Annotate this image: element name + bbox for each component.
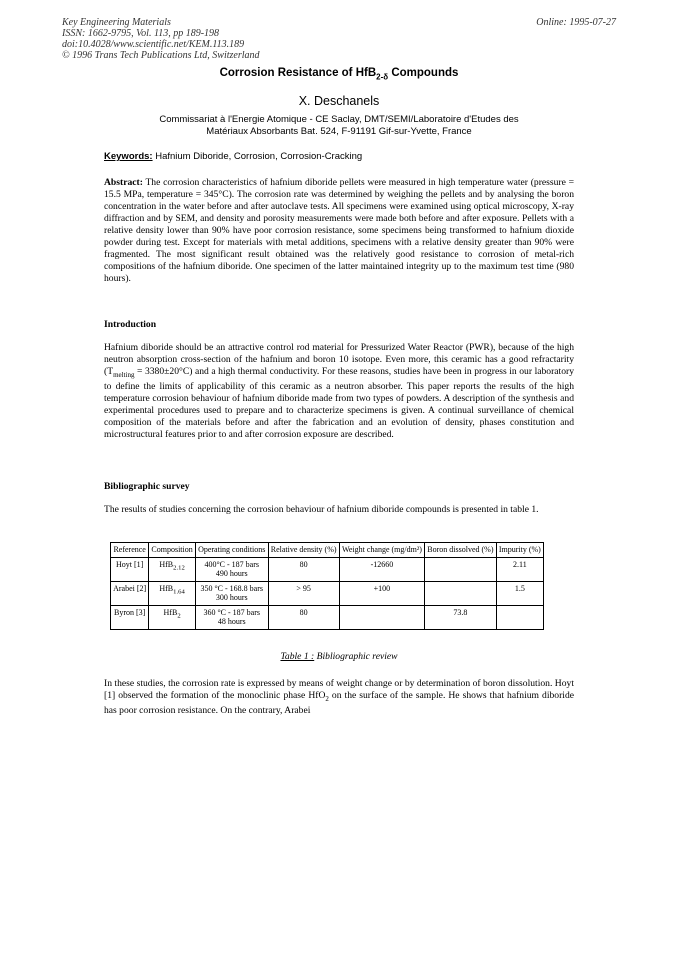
col-weight: Weight change (mg/dm²) (339, 543, 424, 558)
journal-name: Key Engineering Materials (62, 17, 171, 28)
introduction-heading: Introduction (104, 319, 157, 330)
copyright-line: © 1996 Trans Tech Publications Ltd, Switzerland (62, 50, 260, 61)
col-density: Relative density (%) (268, 543, 339, 558)
abstract-paragraph: Abstract: The corrosion characteristics of hafnium diboride pellets were measured in high temperature water (pressure = 15.5 MPa, temperature = 345°C). The corrosion rate was determined by weighing the pellets and by analysing the boron concentration in the water before and after autoclave tests. All specimens were examined using optical microscopy, X-ray diffraction and by SEM, and density and porosity measurements were made both before and after exposure. Pellets with a relative density lower than 90% have poor corrosion resistance, some specimens being transformed to hafnium dioxide powder during test. Except for materials with metal additions, specimens with a relative density greater than 90% were fragmented. The most significant result obtained was the relatively good resistance to corrosion of metal-rich compositions of the hafnium diboride. One specimen of the latter maintained integrity up to the maximum test time (980 hours). (104, 177, 574, 284)
table-header-row (111, 543, 544, 558)
col-boron: Boron dissolved (%) (425, 543, 497, 558)
table-caption: Table 1 : Bibliographic review (280, 651, 398, 662)
bibliographic-table (110, 542, 544, 630)
closing-paragraph: In these studies, the corrosion rate is expressed by means of weight change or by determination of boron dissolution. Hoyt [1] observed the formation of the monoclinic phase HfO$_2$ on the surface of the sample. He shows that hafnium diboride has poor corrosion resistance. On the contrary, Arabei (104, 678, 574, 716)
introduction-paragraph: Hafnium diboride should be an attractive control rod material for Pressurized Water Reactor (PWR), because of the high neutron absorption cross-section of the hafnium and boron 10 isotope. Even more, this ceramic has a good refractarity $(T_{melting} = 3380\pm 20^\circ C)$ and a high thermal conductivity. For these reasons, studies have been in progress in our laboratory to define the limits of applicability of this ceramic as a neutron absorber. This paper reports the results of the high temperature corrosion behaviour of hafnium diboride made from two types of powders. A description of the synthesis and experimental procedures used to prepare and to characterize specimens is given. A continual surveillance of chemical composition of the materials before and after the fabrication and an evolution of density, phases constitution and microstructural features prior to and after corrosion exposure are described. (104, 342, 574, 440)
journal-meta (62, 17, 260, 61)
keywords: Keywords: Hafnium Diboride, Corrosion, Corrosion-Cracking (104, 151, 363, 162)
col-impurity: Impurity (%) (496, 543, 543, 558)
issn-line: ISSN: 1662-9795, Vol. 113, pp 189-198 (62, 28, 220, 39)
col-composition: Composition (149, 543, 196, 558)
affiliation: Commissariat à l'Energie Atomique - CE Saclay, DMT/SEMI/Laboratoire d'Etudes des Matériaux Absorbants Bat. 524, F-91191 Gif-sur-Yvette, France (159, 114, 519, 137)
table-row: Arabei [2] HfB$_{1.64}$ 350 °C - 168.8 bars 300 hours > 95 +100 1.5 (111, 581, 544, 605)
author-name: X. Deschanels (298, 94, 380, 108)
online-date: Online: 1995-07-27 (536, 17, 616, 28)
biblio-heading: Bibliographic survey (104, 481, 190, 492)
col-reference: Reference (111, 543, 149, 558)
col-conditions: Operating conditions (195, 543, 268, 558)
doi-line: doi:10.4028/www.scientific.net/KEM.113.189 (62, 39, 245, 50)
biblio-paragraph: The results of studies concerning the corrosion behaviour of hafnium diboride compounds is presented in table 1. (104, 504, 539, 515)
table-row: Byron [3] HfB$_2$ 360 °C - 187 bars 48 hours 80 73.8 (111, 605, 544, 629)
table-row: Hoyt [1] HfB$_{2.12}$ 400°C - 187 bars 490 hours 80 -12660 2.11 (111, 557, 544, 581)
paper-title: Corrosion Resistance of HfB$_{2-\delta}$ Compounds (219, 67, 459, 82)
